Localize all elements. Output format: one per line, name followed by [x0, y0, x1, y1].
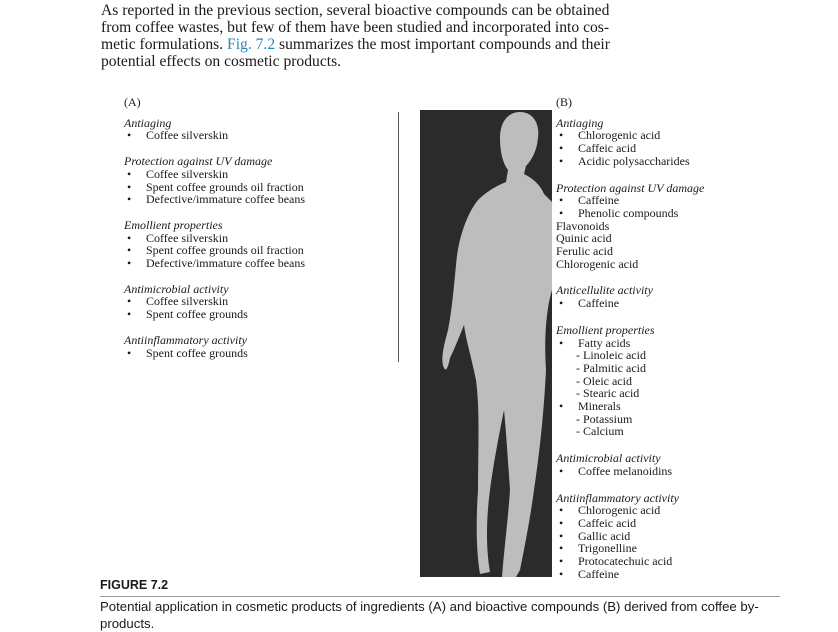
- property-group-title: Antimicrobial activity: [124, 281, 229, 296]
- property-group-title: Antimicrobial activity: [556, 451, 661, 466]
- panel-b: [556, 96, 796, 595]
- list-item: • Fatty acids: [556, 337, 796, 350]
- property-group: [124, 219, 394, 270]
- list-item: • Trigonelline: [556, 542, 796, 555]
- list-item: • Defective/immature coffee beans: [124, 257, 394, 270]
- property-group: [556, 182, 796, 271]
- sub-list-item: - Stearic acid: [576, 386, 640, 401]
- property-group-title: Antiinflammatory activity: [556, 490, 679, 505]
- sub-list-item: - Oleic acid: [576, 373, 632, 388]
- list-item: Chlorogenic acid: [556, 256, 639, 271]
- property-group-title: Emollient properties: [124, 217, 223, 232]
- list-item: • Protocatechuic acid: [556, 555, 796, 568]
- list-item: • Caffeine: [556, 297, 796, 310]
- property-group: [556, 324, 796, 438]
- panel-a-groups: [124, 117, 394, 360]
- property-group-title: Antiinflammatory activity: [124, 332, 247, 347]
- list-item: • Caffeic acid: [556, 517, 796, 530]
- list-item: • Coffee silverskin: [124, 129, 394, 142]
- panel-a-label: (A): [124, 95, 141, 109]
- sub-list-item: - Potassium: [576, 411, 633, 426]
- list-item: • Coffee silverskin: [124, 295, 394, 308]
- property-group-title: Protection against UV damage: [556, 180, 705, 195]
- list-item: • Phenolic compounds: [556, 207, 796, 220]
- property-group: [124, 334, 394, 359]
- list-item: • Coffee silverskin: [124, 168, 394, 181]
- human-silhouette-icon: [420, 110, 552, 577]
- list-item: • Spent coffee grounds: [124, 308, 394, 321]
- property-group: [556, 492, 796, 581]
- property-group: [124, 117, 394, 142]
- property-group-title: Antiaging: [124, 115, 172, 130]
- list-item: • Spent coffee grounds oil fraction: [124, 181, 394, 194]
- property-group: [124, 283, 394, 321]
- property-group: [124, 155, 394, 206]
- intro-line: potential effects on cosmetic products.: [101, 53, 342, 70]
- human-silhouette-figure: [420, 110, 552, 577]
- list-item: • Spent coffee grounds: [124, 347, 394, 360]
- figure-reference-link[interactable]: Fig. 7.2: [227, 36, 276, 53]
- list-item: • Defective/immature coffee beans: [124, 193, 394, 206]
- intro-text: metic formulations.: [101, 36, 224, 53]
- property-group-title: Antiaging: [556, 115, 604, 130]
- list-item: • Caffeine: [556, 194, 796, 207]
- property-group-title: Emollient properties: [556, 322, 655, 337]
- intro-paragraph: [101, 2, 791, 70]
- property-group-title: Anticellulite activity: [556, 283, 653, 298]
- intro-line: from coffee wastes, but few of them have been studied and incorporated into cos-: [101, 19, 610, 36]
- intro-line: [101, 36, 791, 53]
- list-item: • Caffeine: [556, 568, 796, 581]
- list-item: Ferulic acid: [556, 244, 613, 259]
- intro-text: summarizes the most important compounds and their: [279, 36, 610, 53]
- panel-b-groups: [556, 117, 796, 581]
- sub-list-item: - Calcium: [576, 424, 624, 439]
- sub-list-item: - Linoleic acid: [576, 348, 646, 363]
- figure-divider: [100, 596, 780, 597]
- list-item: Flavonoids: [556, 218, 610, 233]
- intro-line: As reported in the previous section, several bioactive compounds can be obtained: [101, 2, 610, 19]
- list-item: • Minerals: [556, 400, 796, 413]
- property-group-title: Protection against UV damage: [124, 154, 273, 169]
- list-item: • Gallic acid: [556, 530, 796, 543]
- list-item: • Coffee silverskin: [124, 232, 394, 245]
- list-item: • Acidic polysaccharides: [556, 155, 796, 168]
- property-group: [556, 452, 796, 477]
- list-item: • Chlorogenic acid: [556, 129, 796, 142]
- property-group: [556, 117, 796, 168]
- panel-b-label: (B): [556, 95, 572, 109]
- panel-a: [124, 96, 394, 372]
- property-group: [556, 284, 796, 309]
- sub-list-item: - Palmitic acid: [576, 360, 646, 375]
- figure-caption: Potential application in cosmetic products of ingredients (A) and bioactive compounds (B) derived from coffee by-products.: [100, 599, 759, 631]
- connector-line: [398, 112, 399, 362]
- list-item: • Spent coffee grounds oil fraction: [124, 244, 394, 257]
- list-item: • Coffee melanoidins: [556, 465, 796, 478]
- list-item: • Chlorogenic acid: [556, 504, 796, 517]
- list-item: Quinic acid: [556, 231, 612, 246]
- list-item: • Caffeic acid: [556, 142, 796, 155]
- figure-label: FIGURE 7.2: [100, 578, 169, 592]
